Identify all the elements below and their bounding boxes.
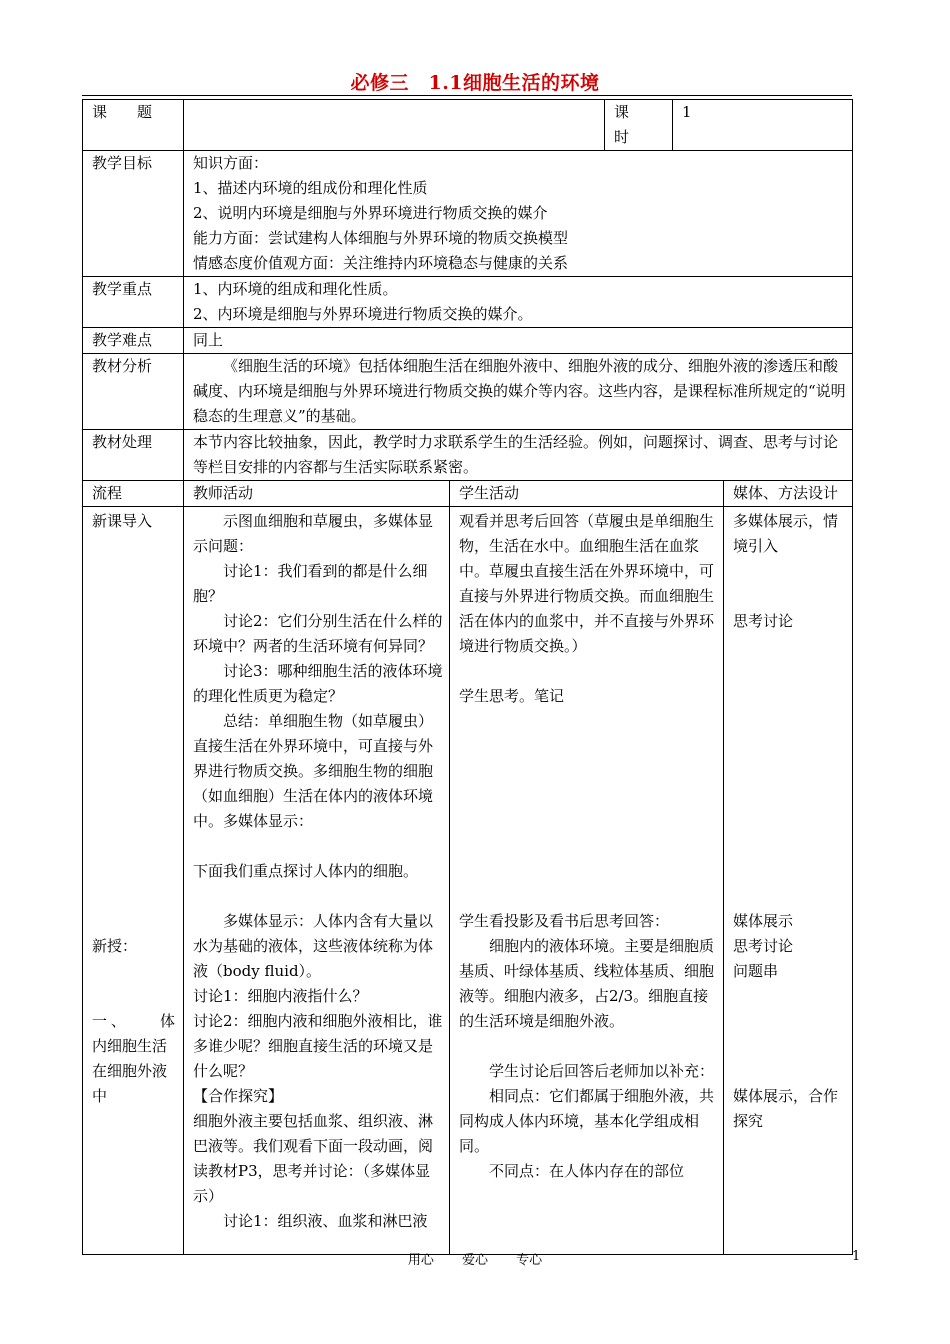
flow-header-media: 媒体、方法设计 (724, 481, 853, 507)
row-difficulties (83, 328, 853, 354)
analysis-label: 教材分析 (83, 354, 184, 430)
processing-content: 本节内容比较抽象，因此，教学时力求联系学生的生活经验。例如，问题探讨、调查、思考与讨论等栏目安排的内容都与生活实际联系紧密。 (184, 430, 853, 481)
difficulties-content: 同上 (184, 328, 853, 354)
student-p1: 观看并思考后回答（草履虫是单细胞生物，生活在水中。血细胞生活在血浆中。草履虫直接生活在外界环境中，可直接与外界进行物质交换。而血细胞生活在体内的血浆中，并不直接与外界环境进行物质交换。） (459, 512, 715, 655)
teacher-p6: 下面我们重点探讨人体内的细胞。 (193, 862, 419, 880)
teacher-p2: 讨论1：我们看到的都是什么细胞？ (193, 562, 428, 605)
media-p5: 问题串 (733, 962, 779, 980)
student-activity-col (450, 507, 724, 1255)
ke-ti-value (184, 100, 605, 151)
lesson-plan-table (82, 99, 853, 1255)
difficulties-label: 教学难点 (83, 328, 184, 354)
goals-line: 1、描述内环境的组成份和理化性质 (193, 179, 428, 197)
media-p2: 思考讨论 (733, 612, 794, 630)
goals-line: 能力方面：尝试建构人体细胞与外界环境的物质交换模型 (193, 229, 569, 247)
media-p4: 思考讨论 (733, 937, 794, 955)
key-point-line: 1、内环境的组成和理化性质。 (193, 280, 398, 298)
media-p6: 媒体展示，合作探究 (733, 1087, 839, 1130)
page-number: 1 (852, 1249, 861, 1264)
row-flow-body (83, 507, 853, 1255)
goals-line: 2、说明内环境是细胞与外界环境进行物质交换的媒介 (193, 204, 548, 222)
analysis-content: 《细胞生活的环境》包括体细胞生活在细胞外液中、细胞外液的成分、细胞外液的渗透压和酸碱度、内环境是细胞与外界环境进行物质交换的媒介等内容。这些内容，是课程标准所规定的“说明稳态的生理意义”的基础。 (184, 354, 853, 430)
student-p2: 学生思考。笔记 (459, 687, 565, 705)
teacher-p12: 讨论1：组织液、血浆和淋巴液 (223, 1212, 428, 1230)
row-flow-header (83, 481, 853, 507)
media-p1: 多媒体展示，情境引入 (733, 512, 839, 555)
goals-content (184, 151, 853, 277)
row-analysis (83, 354, 853, 430)
page-footer (0, 1249, 950, 1268)
media-p3: 媒体展示 (733, 912, 794, 930)
key-points-content (184, 277, 853, 328)
ke-shi-value: 1 (673, 100, 853, 151)
stage-section-b: 内细胞生活在细胞外液中 (92, 1037, 168, 1105)
student-p3: 学生看投影及看书后思考回答： (459, 912, 670, 930)
goals-line: 情感态度价值观方面：关注维持内环境稳态与健康的关系 (193, 254, 569, 272)
flow-stage-col (83, 507, 184, 1255)
row-goals (83, 151, 853, 277)
flow-header-flow: 流程 (83, 481, 184, 507)
teacher-p11: 细胞外液主要包括血浆、组织液、淋巴液等。我们观看下面一段动画，阅读教材P3，思考并讨论：（多媒体显示） (193, 1112, 434, 1205)
teacher-p10: 【合作探究】 (193, 1087, 284, 1105)
title-rule (82, 95, 852, 96)
student-p4: 细胞内的液体环境。主要是细胞质基质、叶绿体基质、线粒体基质、细胞液等。细胞内液多，占2/3。细胞直接的生活环境是细胞外液。 (459, 937, 715, 1030)
teacher-p4: 讨论3：哪种细胞生活的液体环境的理化性质更为稳定？ (193, 662, 443, 705)
student-p7: 不同点：在人体内存在的部位 (489, 1162, 685, 1180)
stage-new: 新授： (92, 937, 138, 955)
page-title: 必修三 1.1细胞生活的环境 (350, 72, 600, 94)
footer-motto-2: 爱心 (461, 1253, 488, 1268)
ke-shi-label: 课 时 (605, 100, 673, 151)
footer-motto-1: 用心 (407, 1253, 434, 1268)
ke-ti-label: 课 题 (83, 100, 184, 151)
stage-intro: 新课导入 (92, 512, 153, 530)
teacher-p1: 示图血细胞和草履虫，多媒体显示问题： (193, 512, 434, 555)
goals-label: 教学目标 (83, 151, 184, 277)
stage-section-title (92, 1009, 183, 1109)
media-method-col (724, 507, 853, 1255)
row-ke-ti (83, 100, 853, 151)
stage-section-a: 一、 体 (92, 1012, 175, 1030)
flow-header-teacher: 教师活动 (184, 481, 450, 507)
teacher-activity-col (184, 507, 450, 1255)
teacher-p7: 多媒体显示：人体内含有大量以水为基础的液体，这些液体统称为体液（body fluid）。 (193, 912, 434, 980)
flow-header-student: 学生活动 (450, 481, 724, 507)
student-p6: 相同点：它们都属于细胞外液，共同构成人体内环境，基本化学组成相同。 (459, 1087, 715, 1155)
teacher-p5: 总结：单细胞生物（如草履虫）直接生活在外界环境中，可直接与外界进行物质交换。多细胞生物的细胞（如血细胞）生活在体内的液体环境中。多媒体显示： (193, 712, 434, 830)
processing-label: 教材处理 (83, 430, 184, 481)
student-p5: 学生讨论后回答后老师加以补充： (489, 1062, 715, 1080)
teacher-p9: 讨论2：细胞内液和细胞外液相比，谁多谁少呢？细胞直接生活的环境又是什么呢？ (193, 1012, 443, 1080)
teacher-p8: 讨论1：细胞内液指什么？ (193, 987, 368, 1005)
key-points-label: 教学重点 (83, 277, 184, 328)
row-key-points (83, 277, 853, 328)
key-point-line: 2、内环境是细胞与外界环境进行物质交换的媒介。 (193, 305, 533, 323)
footer-motto-3: 专心 (516, 1253, 543, 1268)
row-processing (83, 430, 853, 481)
goals-line: 知识方面： (193, 154, 269, 172)
teacher-p3: 讨论2：它们分别生活在什么样的环境中？两者的生活环境有何异同？ (193, 612, 443, 655)
